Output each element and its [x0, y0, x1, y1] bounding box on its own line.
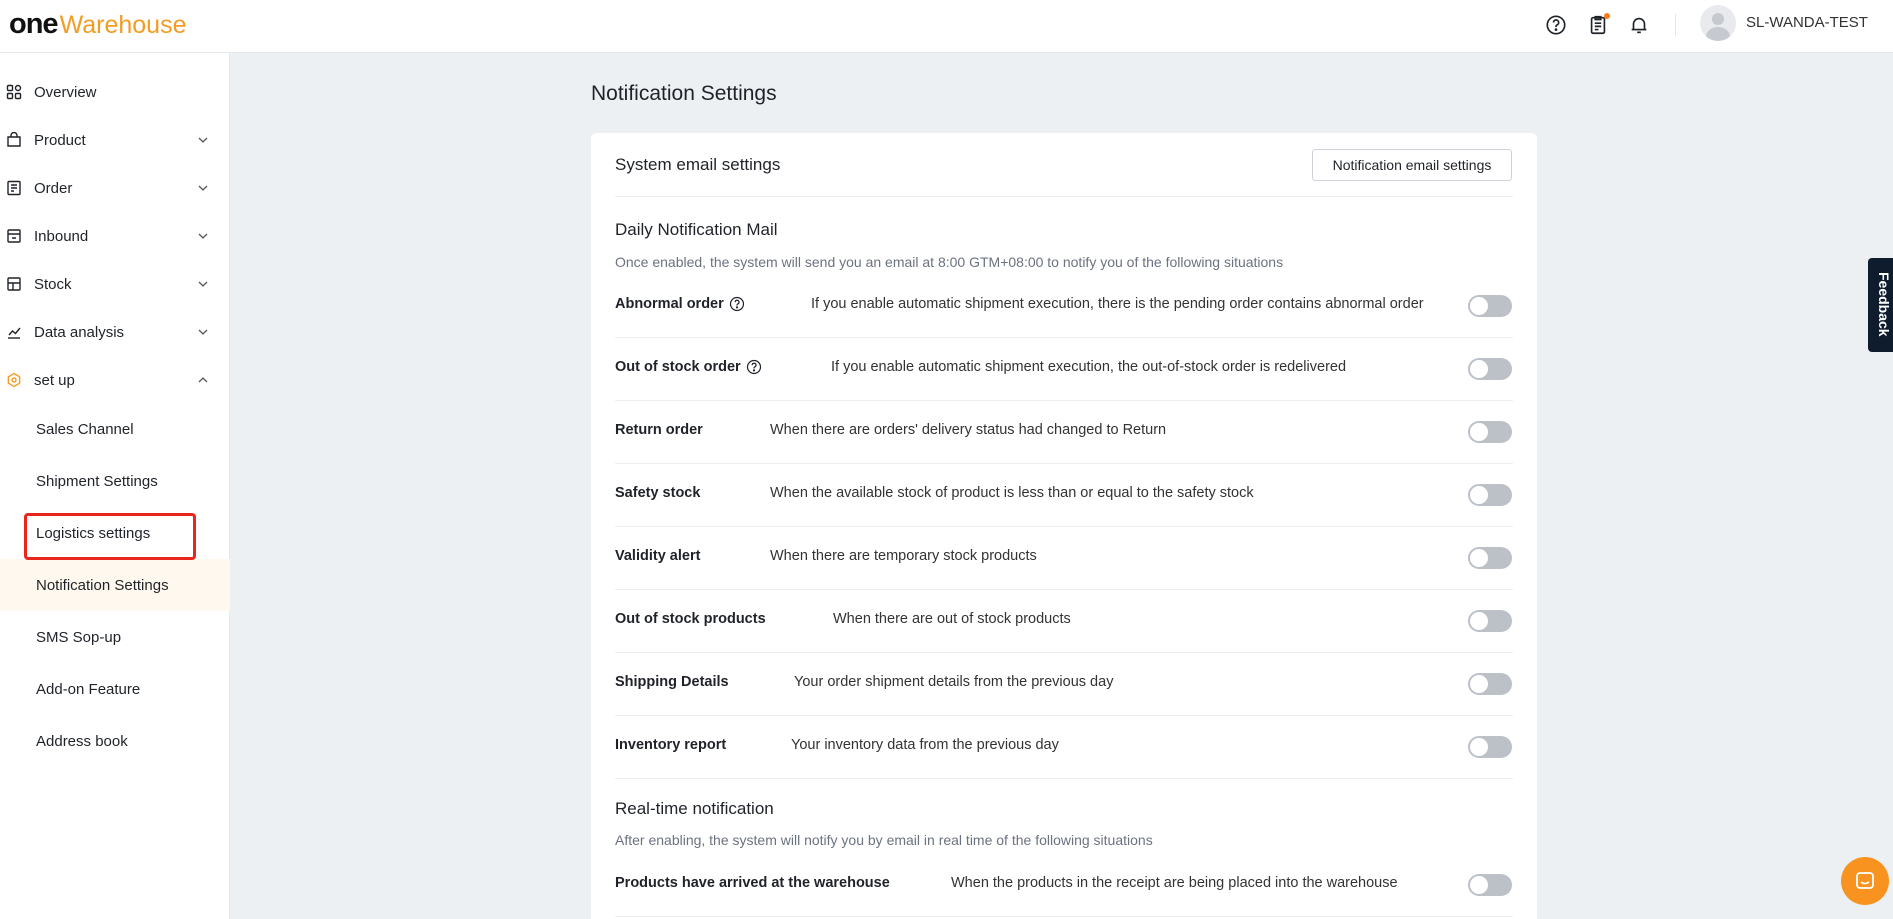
row-desc: When the available stock of product is less than or equal to the safety stock	[770, 485, 1254, 501]
toggle-switch[interactable]	[1468, 736, 1512, 758]
row-desc: If you enable automatic shipment execution, the out-of-stock order is redelivered	[831, 359, 1347, 375]
sidebar-item-label: Product	[34, 131, 86, 149]
settings-card	[591, 133, 1537, 919]
header-separator	[1675, 14, 1676, 36]
notification-row-validity-alert	[615, 527, 1513, 590]
settings-icon	[6, 372, 22, 388]
chevron-down-icon	[196, 277, 210, 291]
notification-row-out-of-stock-products	[615, 590, 1513, 653]
sidebar-subitem-sales-channel[interactable]	[0, 403, 230, 455]
clipboard-icon[interactable]	[1583, 10, 1613, 40]
toggle-switch[interactable]	[1468, 484, 1512, 506]
notification-row-return-order	[615, 401, 1513, 464]
toggle-switch[interactable]	[1468, 421, 1512, 443]
notification-row-out-of-stock-order	[615, 338, 1513, 401]
sidebar-subitem-label: Sales Channel	[36, 420, 134, 438]
notification-row-abnormal-order	[615, 275, 1513, 338]
sidebar-subitem-sms-sop-up[interactable]	[0, 611, 230, 663]
notification-dot	[1604, 13, 1610, 19]
sidebar-item-label: Order	[34, 179, 73, 197]
chevron-down-icon	[196, 229, 210, 243]
toggle-switch[interactable]	[1468, 358, 1512, 380]
sidebar-item-label: Overview	[34, 83, 97, 101]
chat-icon[interactable]	[1841, 857, 1889, 905]
sidebar-item-order[interactable]	[0, 168, 230, 208]
sidebar-subitem-label: Shipment Settings	[36, 472, 158, 490]
daily-section-desc: Once enabled, the system will send you an email at 8:00 GTM+08:00 to notify you of the following situations	[615, 254, 1284, 270]
page-title: Notification Settings	[591, 82, 777, 105]
username[interactable]: SL-WANDA-TEST	[1746, 14, 1868, 31]
help-icon[interactable]	[1541, 10, 1571, 40]
row-label: Validity alert	[615, 548, 701, 564]
sidebar-subitem-notification-settings[interactable]	[0, 559, 230, 611]
app-logo[interactable]	[9, 8, 186, 44]
feedback-label: Feedback	[1876, 272, 1892, 337]
sidebar-subitem-add-on-feature[interactable]	[0, 663, 230, 715]
toggle-switch[interactable]	[1468, 673, 1512, 695]
notification-email-settings-button[interactable]: Notification email settings	[1312, 149, 1512, 181]
bell-icon[interactable]	[1624, 10, 1654, 40]
row-label: Return order	[615, 422, 703, 438]
row-label: Out of stock products	[615, 611, 766, 627]
sidebar-subitem-label: SMS Sop-up	[36, 628, 122, 646]
notification-row-inventory-report	[615, 716, 1513, 779]
card-title: System email settings	[615, 155, 781, 174]
row-label: Shipping Details	[615, 674, 729, 690]
row-desc: If you enable automatic shipment execution, there is the pending order contains abnormal order	[811, 296, 1424, 312]
logo-warehouse-text: Warehouse	[59, 11, 187, 39]
sidebar-item-overview[interactable]	[0, 72, 230, 112]
sidebar-subitem-label: Address book	[36, 732, 128, 750]
feedback-tab[interactable]	[1868, 258, 1893, 352]
sidebar-item-label: Inbound	[34, 227, 89, 245]
stock-icon	[6, 276, 22, 292]
sidebar-subitem-shipment-settings[interactable]	[0, 455, 230, 507]
notification-row-shipping-details	[615, 653, 1513, 716]
sidebar-subitem-label: Add-on Feature	[36, 680, 141, 698]
sidebar-item-label: set up	[34, 371, 75, 389]
chevron-up-icon	[196, 373, 210, 387]
question-icon[interactable]	[729, 296, 745, 312]
notification-row-safety-stock	[615, 464, 1513, 527]
product-icon	[6, 132, 22, 148]
avatar[interactable]	[1700, 5, 1736, 41]
row-label: Products have arrived at the warehouse	[615, 875, 890, 891]
daily-section-title: Daily Notification Mail	[615, 220, 778, 239]
sidebar-subitem-address-book[interactable]	[0, 715, 230, 767]
toggle-switch[interactable]	[1468, 295, 1512, 317]
question-icon[interactable]	[746, 359, 762, 375]
row-desc: When there are temporary stock products	[770, 548, 1037, 564]
order-icon	[6, 180, 22, 196]
toggle-switch[interactable]	[1468, 547, 1512, 569]
chevron-down-icon	[196, 133, 210, 147]
sidebar-subitem-label: Logistics settings	[36, 524, 151, 542]
sidebar-item-data-analysis[interactable]	[0, 312, 230, 352]
active-item-highlight	[24, 513, 196, 560]
row-desc: When there are orders' delivery status had changed to Return	[770, 422, 1167, 438]
sidebar-subitem-label: Notification Settings	[36, 576, 169, 594]
row-label: Safety stock	[615, 485, 701, 501]
top-header	[0, 0, 1893, 53]
row-desc: When there are out of stock products	[833, 611, 1071, 627]
chevron-down-icon	[196, 181, 210, 195]
row-desc: Your order shipment details from the previous day	[794, 674, 1114, 690]
sidebar-item-product[interactable]	[0, 120, 230, 160]
divider	[615, 196, 1513, 197]
row-label: Abnormal order	[615, 296, 745, 312]
logo-one-text: one	[9, 8, 58, 40]
sidebar-item-label: Stock	[34, 275, 72, 293]
realtime-section-title: Real-time notification	[615, 799, 774, 818]
toggle-switch[interactable]	[1468, 610, 1512, 632]
realtime-section-desc: After enabling, the system will notify you by email in real time of the following situations	[615, 832, 1153, 848]
row-label: Out of stock order	[615, 359, 762, 375]
row-label: Inventory report	[615, 737, 727, 753]
sidebar	[0, 53, 230, 919]
sidebar-item-inbound[interactable]	[0, 216, 230, 256]
inbound-icon	[6, 228, 22, 244]
row-desc: When the products in the receipt are being placed into the warehouse	[951, 875, 1398, 891]
sidebar-item-set-up[interactable]	[0, 360, 230, 400]
notification-row-products-arrived	[615, 854, 1513, 917]
overview-icon	[6, 84, 22, 100]
row-desc: Your inventory data from the previous day	[791, 737, 1059, 753]
sidebar-item-stock[interactable]	[0, 264, 230, 304]
chevron-down-icon	[196, 325, 210, 339]
toggle-switch[interactable]	[1468, 874, 1512, 896]
chart-icon	[6, 324, 22, 340]
sidebar-item-label: Data analysis	[34, 323, 125, 341]
